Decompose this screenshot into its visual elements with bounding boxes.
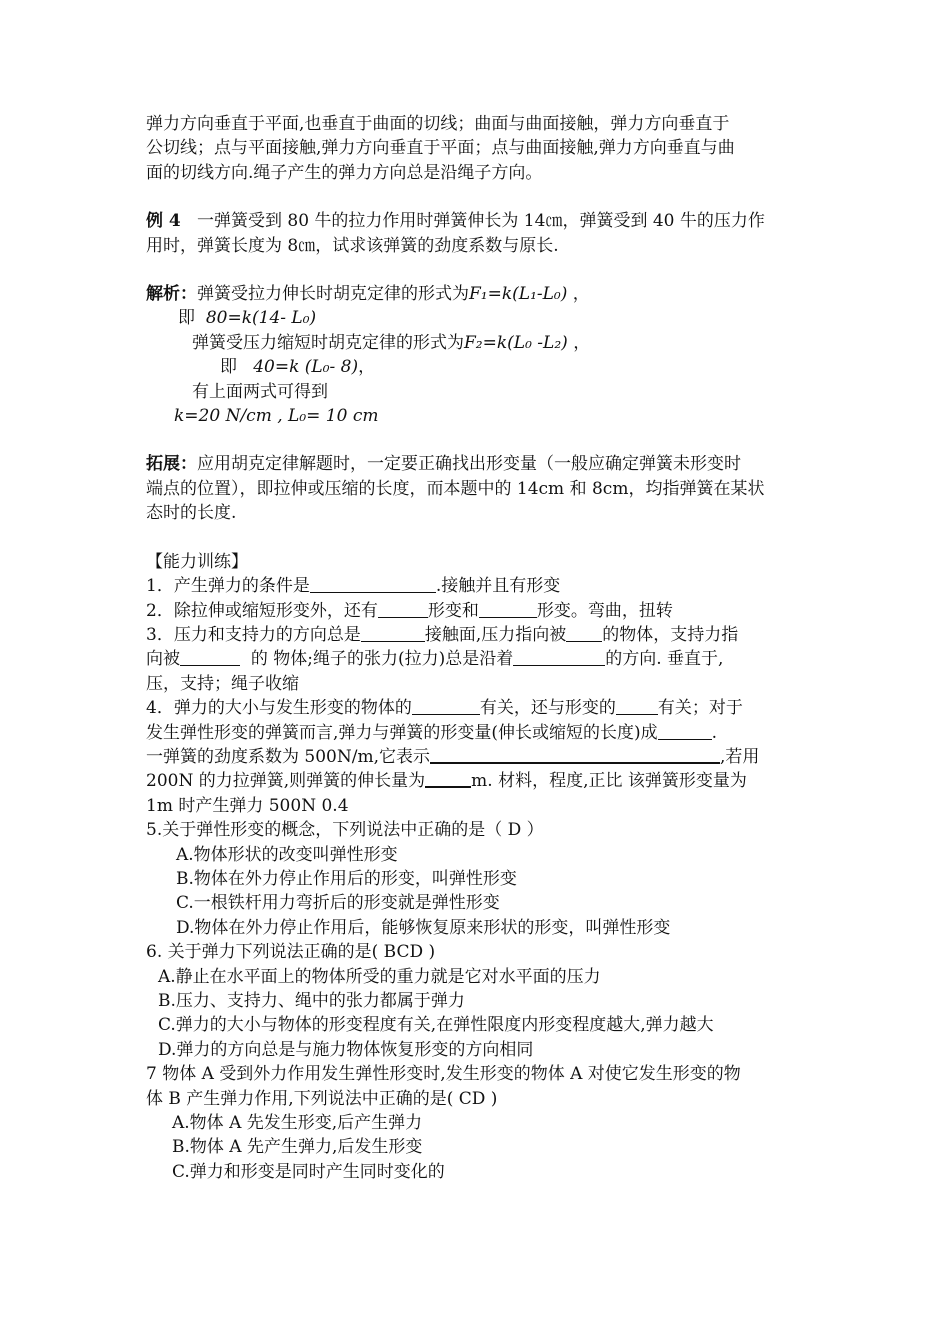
question-4-line-5: 1m 时产生弹力 500N 0.4 <box>146 795 349 816</box>
answer-blank[interactable] <box>430 745 720 764</box>
answer-blank[interactable] <box>513 648 605 666</box>
question-5-option-b: B.物体在外力停止作用后的形变，叫弹性形变 <box>176 868 517 889</box>
question-1: 1．产生弹力的条件是 .接触并且有形变 <box>146 576 561 597</box>
answer-blank[interactable] <box>412 697 480 715</box>
question-6-option-c: C.弹力的大小与物体的形变程度有关,在弹性限度内形变程度越大,弹力越大 <box>158 1015 714 1036</box>
extension-label: 拓展： <box>146 454 197 475</box>
question-4-line-3: 一弹簧的劲度系数为 500N/m,它表示 ,若用 <box>146 746 760 767</box>
answer-blank[interactable] <box>180 648 240 666</box>
example-4-label: 例 4 <box>146 211 181 232</box>
extension-line-3: 态时的长度. <box>146 503 237 524</box>
answer-blank[interactable] <box>658 722 712 740</box>
extension-line-1: 拓展：应用胡克定律解题时，一定要正确找出形变量（一般应确定弹簧未形变时 <box>146 454 741 475</box>
question-4-line-1: 4．弹力的大小与发生形变的物体的 有关，还与形变的 有关；对于 <box>146 698 743 719</box>
question-6-option-d: D.弹力的方向总是与施力物体恢复形变的方向相同 <box>158 1039 534 1060</box>
question-3-line-2: 向被 的 物体;绳子的张力(拉力)总是沿着 的方向. 垂直于, <box>146 649 724 670</box>
solution-line-5: 有上面两式可得到 <box>192 381 328 402</box>
solution-line-3: 弹簧受压力缩短时胡克定律的形式为F₂=k(L₀ -L₂) ， <box>192 332 591 353</box>
intro-line-3: 面的切线方向.绳子产生的弹力方向总是沿绳子方向。 <box>146 162 543 183</box>
question-2: 2．除拉伸或缩短形变外，还有 形变和 形变。弯曲，扭转 <box>146 600 673 621</box>
question-5-option-d: D.物体在外力停止作用后，能够恢复原来形状的形变，叫弹性形变 <box>176 917 671 938</box>
document-page <box>146 112 810 1184</box>
solution-line-4: 即 40=k (L₀- 8)， <box>220 357 376 378</box>
question-4-line-2: 发生弹性形变的弹簧而言,弹力与弹簧的形变量(伸长或缩短的长度)成 . <box>146 722 718 743</box>
training-heading: 【能力训练】 <box>146 551 248 572</box>
example-4-line-2: 用时，弹簧长度为 8㎝，试求该弹簧的劲度系数与原长. <box>146 235 559 256</box>
answer-blank[interactable] <box>479 600 537 618</box>
question-7-line-2: 体 B 产生弹力作用,下列说法中正确的是( CD ) <box>146 1088 498 1109</box>
answer-blank[interactable] <box>616 697 658 715</box>
answer-blank[interactable] <box>566 624 602 642</box>
answer-blank[interactable] <box>425 769 471 788</box>
intro-line-2: 公切线；点与平面接触,弹力方向垂直于平面；点与曲面接触,弹力方向垂直与曲 <box>146 138 735 159</box>
intro-line-1: 弹力方向垂直于平面,也垂直于曲面的切线；曲面与曲面接触，弹力方向垂直于 <box>146 114 730 134</box>
answer-blank[interactable] <box>310 575 436 593</box>
solution-line-1: 解析：弹簧受拉力伸长时胡克定律的形式为F₁=k(L₁-L₀) ， <box>146 284 590 305</box>
question-7-option-c: C.弹力和形变是同时产生同时变化的 <box>172 1161 445 1182</box>
question-7-option-b: B.物体 A 先产生弹力,后发生形变 <box>172 1137 423 1158</box>
solution-line-2: 即 80=k(14- L₀) <box>178 308 317 329</box>
question-7-option-a: A.物体 A 先发生形变,后产生弹力 <box>172 1113 423 1134</box>
question-6: 6. 关于弹力下列说法正确的是( BCD ) <box>146 942 436 963</box>
question-5-option-c: C.一根铁杆用力弯折后的形变就是弹性形变 <box>176 893 500 914</box>
question-4-line-4: 200N 的力拉弹簧,则弹簧的伸长量为 m. 材料，程度,正比 该弹簧形变量为 <box>146 771 747 792</box>
example-4-line-1: 例 4 一弹簧受到 80 牛的拉力作用时弹簧伸长为 14㎝，弹簧受到 40 牛的压力作 <box>146 211 765 232</box>
answer-blank[interactable] <box>361 624 425 642</box>
question-7-line-1: 7 物体 A 受到外力作用发生弹性形变时,发生形变的物体 A 对使它发生形变的物 <box>146 1064 741 1085</box>
question-5: 5.关于弹性形变的概念，下列说法中正确的是（ D ） <box>146 820 544 841</box>
extension-line-2: 端点的位置），即拉伸或压缩的长度，而本题中的 14cm 和 8cm，均指弹簧在某状 <box>146 478 765 499</box>
answer-blank[interactable] <box>378 600 428 618</box>
solution-label: 解析： <box>146 284 197 305</box>
solution-result: k=20 N/cm , L₀= 10 cm <box>174 406 379 427</box>
question-6-option-b: B.压力、支持力、绳中的张力都属于弹力 <box>158 991 465 1011</box>
question-6-option-a: A.静止在水平面上的物体所受的重力就是它对水平面的压力 <box>158 966 601 987</box>
question-5-option-a: A.物体形状的改变叫弹性形变 <box>176 844 398 865</box>
question-3-line-1: 3．压力和支持力的方向总是 接触面,压力指向被 的物体，支持力指 <box>146 624 739 645</box>
question-3-line-3: 压，支持；绳子收缩 <box>146 673 299 694</box>
